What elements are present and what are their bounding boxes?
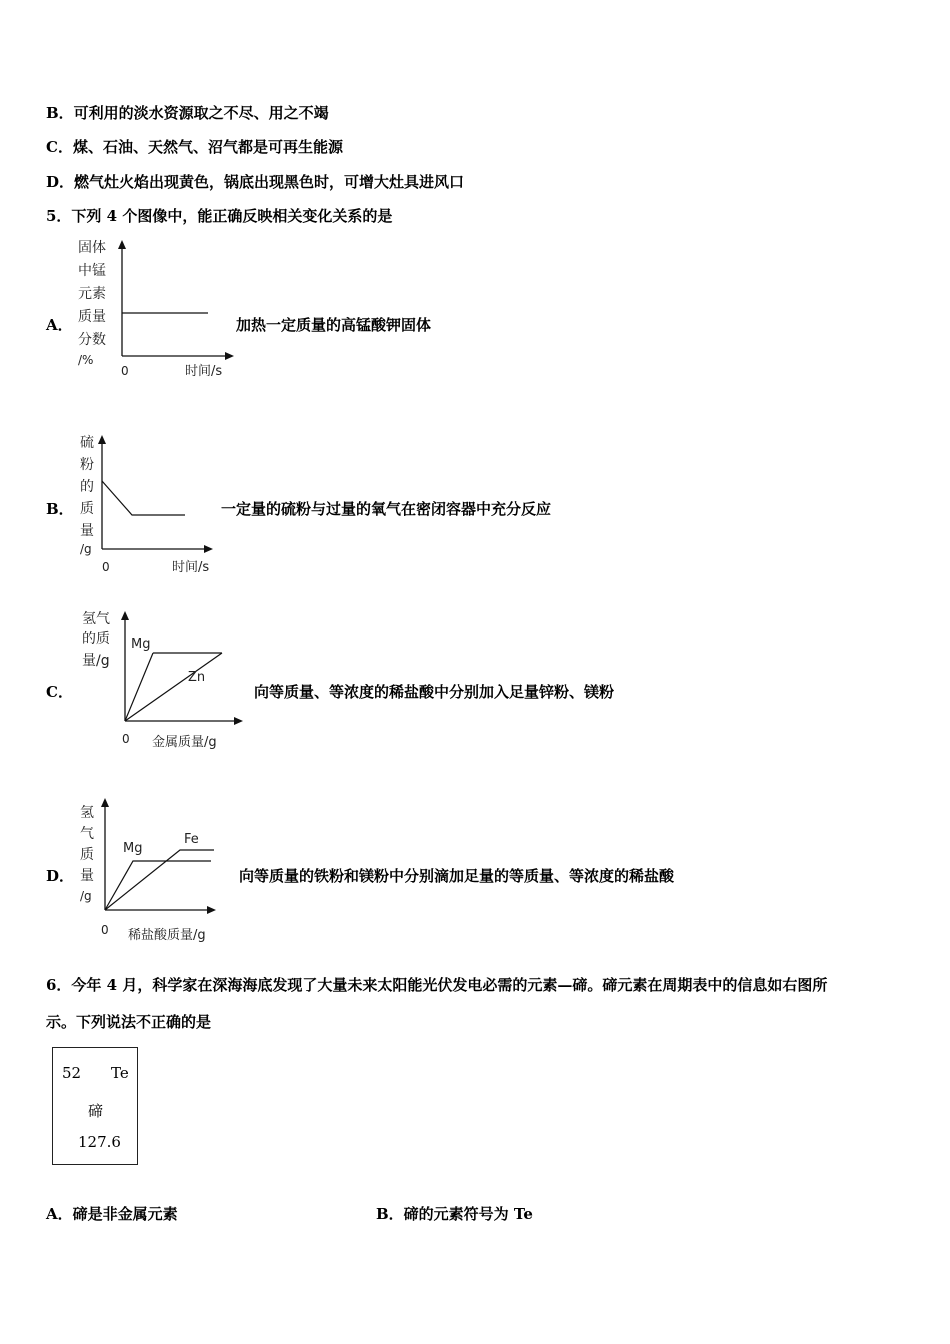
q5-option-a-caption: 加热一定质量的高锰酸钾固体 [236,316,432,334]
q6-stem-line2: 示。下列说法不正确的是 [46,1013,212,1031]
graph-d-x-arrow [207,906,216,914]
q4-option-c: C．煤、石油、天然气、沼气都是可再生能源 [46,138,343,156]
element-atomic-mass: 127.6 [78,1133,121,1151]
q4-option-d: D．燃气灶火焰出现黄色，锅底出现黑色时，可增大灶具进风口 [46,173,465,191]
q6-option-b: B．碲的元素符号为 Te [376,1205,533,1223]
graph-a-ylabel-5: 分数 [78,332,106,348]
q5-option-a-letter: A． [46,316,73,334]
graph-c-ylabel-2: 的质 [82,631,110,647]
q6-option-a: A．碲是非金属元素 [46,1205,178,1223]
q5-option-c-caption: 向等质量、等浓度的稀盐酸中分别加入足量锌粉、镁粉 [254,683,615,701]
q4-option-b: B．可利用的淡水资源取之不尽、用之不竭 [46,104,329,122]
graph-d-ylabel-4: 量 [80,868,94,884]
element-card-tellurium [52,1047,138,1165]
q5-option-b-caption: 一定量的硫粉与过量的氧气在密闭容器中充分反应 [221,500,552,518]
graph-d-ylabel-3: 质 [80,847,94,863]
graph-b-ylabel-5: 量 [80,523,94,539]
graph-b-xlabel: 时间/s [172,560,210,575]
q5-option-c-letter: C． [46,683,73,701]
element-name: 碲 [88,1102,104,1120]
graph-c-origin: 0 [122,732,130,746]
graph-b-ylabel-6: /g [80,542,92,556]
q5-option-d-caption: 向等质量的铁粉和镁粉中分别滴加足量的等质量、等浓度的稀盐酸 [239,867,675,885]
graph-b-ylabel-2: 粉 [80,457,94,473]
graph-b-ylabel-4: 质 [80,501,94,517]
graph-c-series-zn: Zn [188,670,206,685]
graph-a-ylabel-2: 中锰 [78,263,106,279]
graph-a-origin: 0 [121,364,129,378]
graph-d-ylabel-5: /g [80,889,92,903]
q5-option-d-letter: D． [46,867,75,885]
element-symbol: Te [111,1064,129,1082]
graph-d-series-fe: Fe [184,832,199,847]
graph-d-fe-curve [105,850,214,910]
graph-d-ylabel-1: 氢 [80,805,94,821]
graph-c-series-mg: Mg [131,637,151,652]
graph-d-series-mg: Mg [123,841,143,856]
graph-a-ylabel-3: 元素 [78,286,106,302]
graph-a-ylabel-1: 固体 [78,240,106,256]
graph-c-xlabel: 金属质量/g [152,735,217,750]
graph-c-ylabel-1: 氢气 [82,611,110,627]
q6-stem-line1: 6．今年 4 月，科学家在深海海底发现了大量未来太阳能光伏发电必需的元素—碲。碲元素在周期表中的信息如右图所 [46,976,828,994]
graph-a-ylabel-4: 质量 [78,309,106,325]
q5-stem: 5．下列 4 个图像中，能正确反映相关变化关系的是 [46,207,393,225]
graph-d-ylabel-2: 气 [80,826,94,842]
graph-d-y-arrow [101,798,109,807]
graph-b-ylabel-1: 硫 [80,435,94,451]
graph-b-origin: 0 [102,560,110,574]
graph-a-xlabel: 时间/s [185,364,223,379]
graph-d-origin: 0 [101,923,109,937]
q5-option-b-letter: B． [46,500,74,518]
graph-c-ylabel-3: 量/g [82,653,110,669]
element-atomic-number: 52 [62,1064,82,1082]
graph-b-ylabel-3: 的 [80,479,94,495]
graph-d-xlabel: 稀盐酸质量/g [128,928,206,943]
graph-a-ylabel-6: /% [78,353,94,367]
